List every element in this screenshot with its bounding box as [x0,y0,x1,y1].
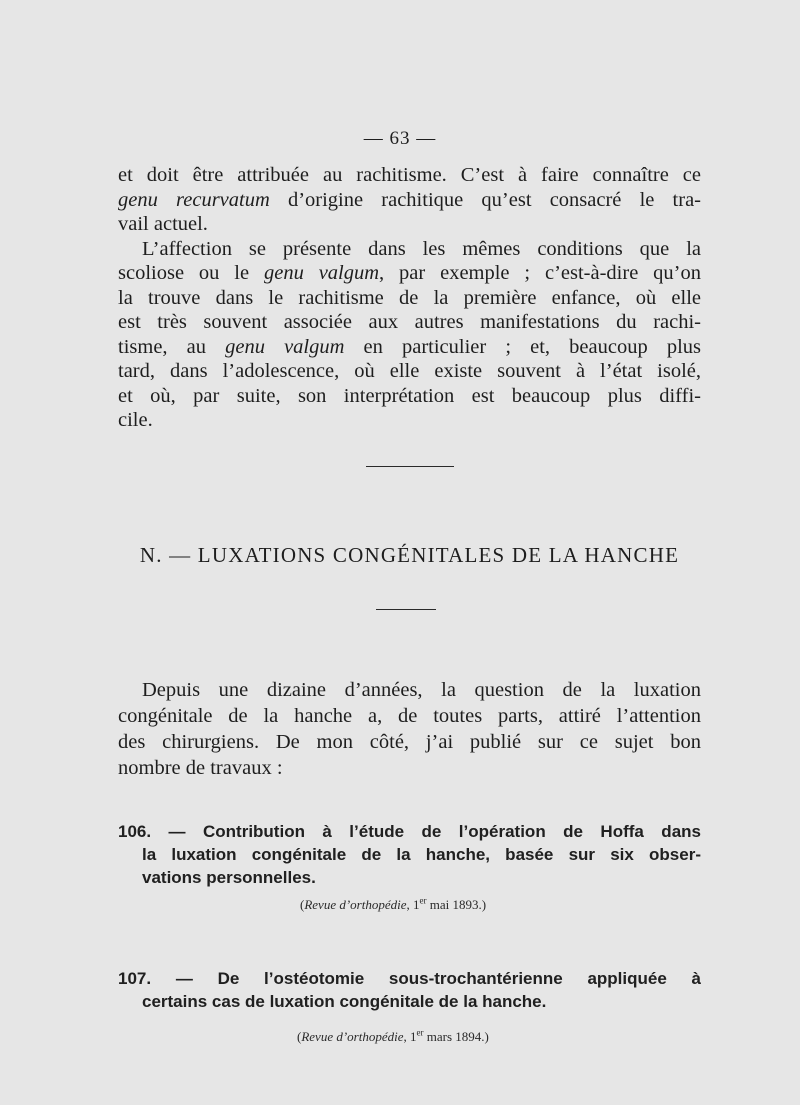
text-line: nombre de travaux : [118,757,283,779]
text-line: et doit être attribuée au rachitisme. C’est à faire connaître ce [118,164,701,186]
text-line: scoliose ou le genu valgum, par exemple ; c’est-à-dire qu’on [118,262,701,284]
italic-term: genu valgum [263,262,380,284]
paragraph-rachitisme [118,163,701,433]
text-line: et où, par suite, son interprétation est beaucoup plus diffi- [118,384,701,407]
text-line: Depuis une dizaine d’années, la question de la luxation [142,679,701,701]
text-line: des chirurgiens. De mon côté, j’ai publié sur ce sujet bon [118,731,701,753]
entry-line: 107. — De l’ostéotomie sous-trochantérienne appliquée à [118,969,701,988]
divider-rule [366,466,454,467]
bibliography-entry [118,820,701,889]
text-line: genu recurvatum d’origine rachitique qu’est consacré le tra- [118,188,701,211]
paragraph-luxation [118,677,701,781]
entry-line: la luxation congénitale de la hanche, basée sur six obser- [142,845,701,864]
italic-term: genu recurvatum [118,188,270,211]
text-line: L’affection se présente dans les mêmes conditions que la [142,237,701,260]
text-line: est très souvent associée aux autres manifestations du rachi- [118,311,701,333]
entry-line: vations personnelles. [142,868,316,887]
divider-rule [376,609,436,610]
entry-number: 107. [118,969,152,988]
text-line: la trouve dans le rachitisme de la première enfance, où elle [118,286,701,309]
bibliography-entry [118,967,701,1013]
text-line: tisme, au genu valgum en particulier ; et, beaucoup plus [118,335,701,358]
section-heading: N. — LUXATIONS CONGÉNITALES DE LA HANCHE [139,543,680,567]
entry-source: (Revue d’orthopédie, 1er mai 1893.) [300,895,487,912]
page-number: — 63 — [363,128,437,149]
entry-line: certains cas de luxation congénitale de la hanche. [142,992,547,1011]
text-line: congénitale de la hanche a, de toutes parts, attiré l’attention [118,705,701,727]
entry-number: 106. [118,822,152,841]
entry-line: 106. — Contribution à l’étude de l’opération de Hoffa dans [118,822,701,841]
text-line: vail actuel. [118,213,208,235]
entry-source: (Revue d’orthopédie, 1er mars 1894.) [297,1027,489,1044]
italic-term: genu valgum [225,335,345,358]
text-line: tard, dans l’adolescence, où elle existe souvent à l’état isolé, [118,360,701,382]
text-line: cile. [118,409,153,431]
